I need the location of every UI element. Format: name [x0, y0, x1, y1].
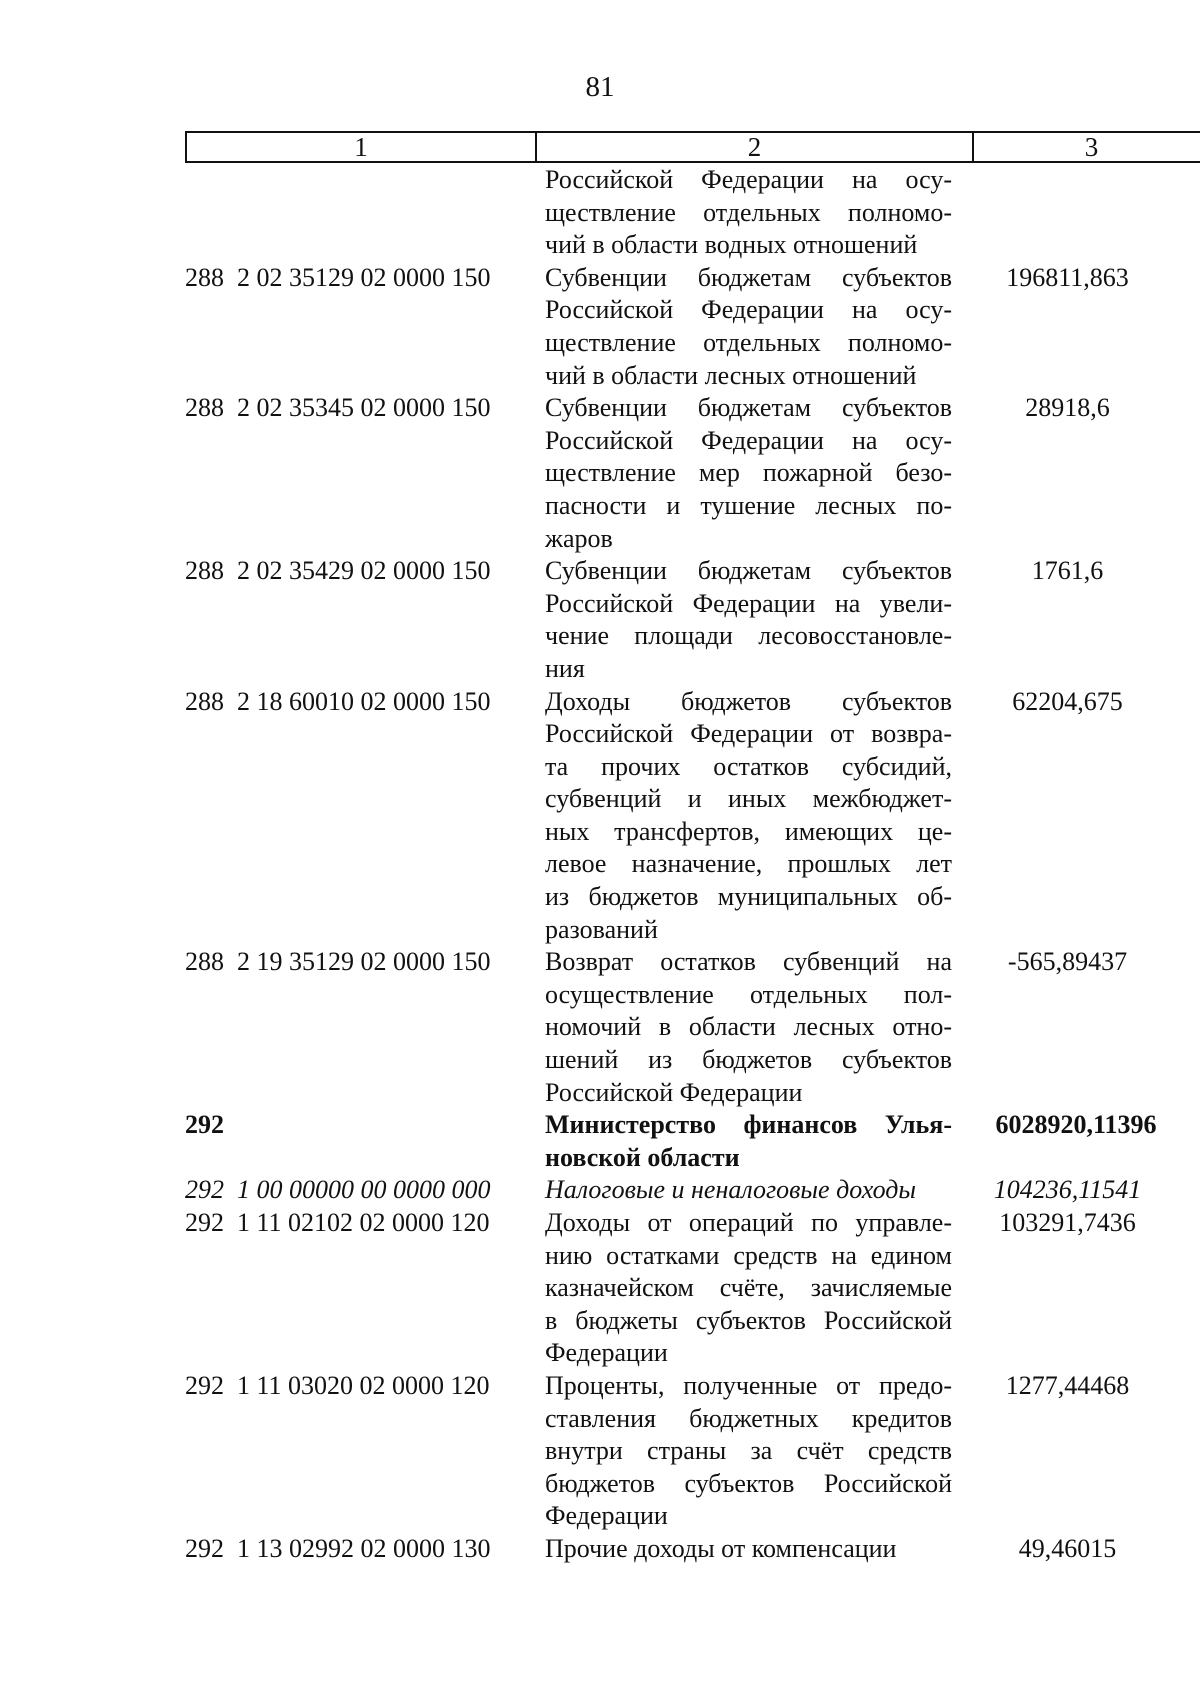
- description-line: внутри страны за счёт средств: [545, 1436, 952, 1466]
- row-value: 103291,7436: [999, 1208, 1136, 1237]
- column-header-1: 1: [187, 133, 537, 161]
- column-header-3: 3: [1084, 132, 1099, 162]
- row-code: 292 1 13 02992 02 0000 130: [185, 1533, 491, 1563]
- description-line: ществление мер пожарной безо-: [545, 458, 952, 488]
- row-description: [545, 686, 952, 947]
- description-line: чение площади лесовосстановле-: [545, 621, 952, 651]
- table-row: [0, 1174, 1200, 1207]
- row-code: 292: [185, 1110, 224, 1140]
- description-line: пасности и тушение лесных по-: [545, 490, 952, 520]
- description-line: ния: [545, 653, 585, 683]
- description-line: Российской Федерации от возвра-: [545, 719, 952, 749]
- row-code: 288 2 02 35429 02 0000 150: [185, 556, 491, 586]
- row-value: 1277,44468: [1005, 1370, 1130, 1400]
- description-line: Субвенции бюджетам субъектов: [545, 556, 952, 586]
- row-description: [545, 164, 952, 262]
- table-row: [0, 1109, 1200, 1174]
- table-body: [0, 164, 1200, 1566]
- description-line: Российской Федерации на осу-: [545, 295, 952, 325]
- row-description: [545, 1533, 952, 1566]
- row-description: [545, 392, 952, 555]
- row-description: [545, 1109, 952, 1174]
- description-line: субвенций и иных межбюджет-: [545, 784, 952, 814]
- description-line: та прочих остатков субсидий,: [545, 751, 952, 781]
- description-line: нию остатками средств на едином: [545, 1240, 952, 1270]
- row-code: 292 1 00 00000 00 0000 000: [185, 1175, 491, 1205]
- description-line: чий в области водных отношений: [545, 230, 918, 260]
- description-line: Налоговые и неналоговые доходы: [545, 1175, 917, 1205]
- table-row: [0, 946, 1200, 1109]
- table-row: [0, 1533, 1200, 1566]
- table-row: [0, 262, 1200, 392]
- table-row: [0, 1207, 1200, 1370]
- row-code: 288 2 19 35129 02 0000 150: [185, 947, 491, 977]
- row-value: 49,46015: [1018, 1533, 1117, 1563]
- row-code: 288 2 02 35129 02 0000 150: [185, 262, 491, 292]
- table-header: [185, 131, 1200, 163]
- row-value: 6028920,11396: [995, 1110, 1157, 1140]
- description-line: осуществление отдельных пол-: [545, 979, 952, 1009]
- row-value: 28918,6: [1025, 393, 1110, 423]
- description-line: Прочие доходы от компенсации: [545, 1533, 897, 1563]
- table-row: [0, 164, 1200, 262]
- description-line: бюджетов субъектов Российской: [545, 1468, 952, 1498]
- description-line: Российской Федерации на осу-: [545, 425, 952, 455]
- table-row: [0, 392, 1200, 555]
- description-line: ществление отдельных полномо-: [545, 327, 952, 357]
- description-line: чий в области лесных отношений: [545, 360, 917, 390]
- description-line: новской области: [545, 1142, 740, 1172]
- description-line: ных трансфертов, имеющих це-: [545, 816, 952, 846]
- description-line: разований: [545, 914, 658, 944]
- row-code: 292 1 11 03020 02 0000 120: [185, 1370, 490, 1400]
- description-line: Российской Федерации на увели-: [545, 588, 952, 618]
- description-line: ставления бюджетных кредитов: [545, 1403, 952, 1433]
- description-line: Министерство финансов Улья-: [545, 1110, 952, 1140]
- description-line: Возврат остатков субвенций на: [545, 947, 952, 977]
- table-row: [0, 555, 1200, 685]
- description-line: Проценты, полученные от предо-: [545, 1370, 952, 1400]
- row-description: [545, 1174, 952, 1207]
- row-description: [545, 262, 952, 392]
- table-row: [0, 686, 1200, 947]
- description-line: ществление отдельных полномо-: [545, 197, 952, 227]
- description-line: Доходы бюджетов субъектов: [545, 686, 952, 716]
- row-value: 104236,11541: [993, 1175, 1142, 1205]
- row-code: 292 1 11 02102 02 0000 120: [185, 1208, 490, 1237]
- row-value: 196811,863: [1006, 262, 1129, 292]
- description-line: Федерации: [545, 1501, 668, 1531]
- description-line: жаров: [545, 523, 613, 553]
- row-code: 288 2 18 60010 02 0000 150: [185, 686, 491, 716]
- description-line: Российской Федерации на осу-: [545, 165, 952, 194]
- description-line: казначейском счёте, зачисляемые: [545, 1273, 952, 1303]
- description-line: Субвенции бюджетам субъектов: [545, 262, 952, 292]
- description-line: шений из бюджетов субъектов: [545, 1045, 952, 1075]
- row-code: 288 2 02 35345 02 0000 150: [185, 393, 491, 423]
- row-description: [545, 555, 952, 685]
- description-line: из бюджетов муниципальных об-: [545, 882, 952, 912]
- row-description: [545, 1207, 952, 1370]
- row-value: -565,89437: [1007, 947, 1128, 977]
- description-line: Субвенции бюджетам субъектов: [545, 393, 952, 423]
- page-number: 81: [585, 71, 615, 103]
- description-line: номочий в области лесных отно-: [545, 1012, 952, 1042]
- table-row: [0, 1370, 1200, 1533]
- row-description: [545, 1370, 952, 1533]
- description-line: левое назначение, прошлых лет: [545, 849, 952, 879]
- row-description: [545, 946, 952, 1109]
- description-line: в бюджеты субъектов Российской: [545, 1305, 952, 1335]
- description-line: Российской Федерации: [545, 1077, 803, 1107]
- description-line: Доходы от операций по управле-: [545, 1208, 952, 1237]
- row-value: 62204,675: [1012, 686, 1123, 716]
- column-header-2: 2: [537, 133, 974, 161]
- description-line: Федерации: [545, 1338, 668, 1368]
- row-value: 1761,6: [1031, 556, 1104, 586]
